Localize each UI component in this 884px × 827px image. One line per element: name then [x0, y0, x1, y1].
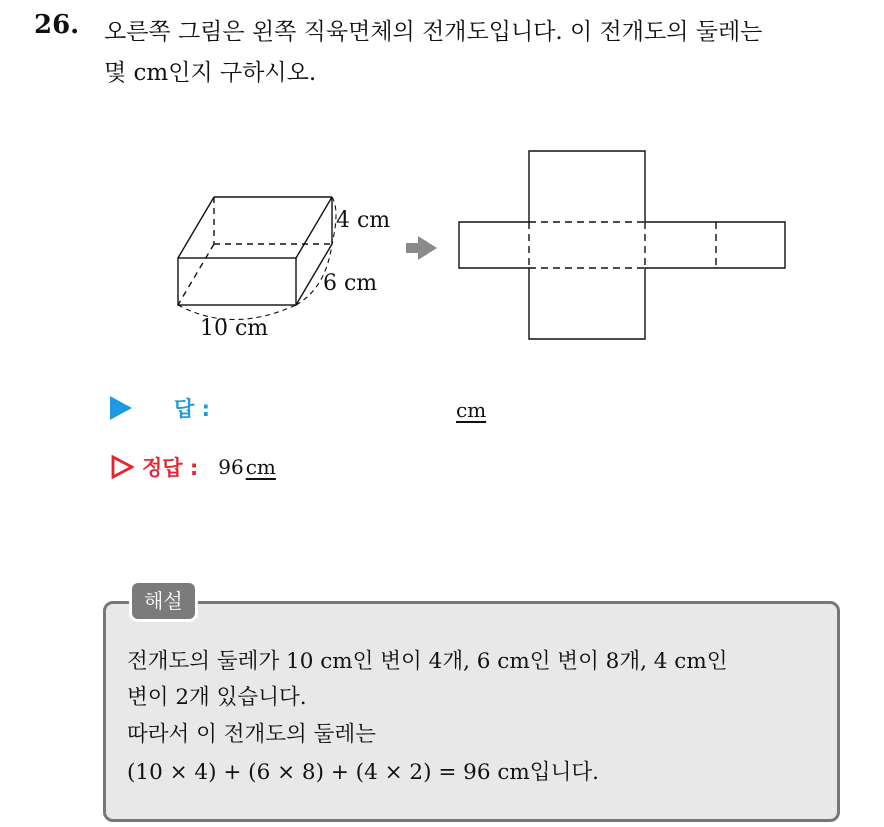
- explanation-tab: 해설: [129, 580, 198, 622]
- question-number: 26.: [34, 10, 80, 40]
- explanation-line: 따라서 이 전개도의 둘레는: [127, 722, 376, 747]
- label-height: 4 cm: [336, 208, 391, 233]
- correct-answer-value: 96: [218, 455, 244, 479]
- explanation-line: 전개도의 둘레가 10 cm인 변이 4개, 6 cm인 변이 8개, 4 cm인: [127, 649, 728, 674]
- explanation-line: (10 × 4) + (6 × 8) + (4 × 2) = 96 cm입니다.: [127, 760, 599, 785]
- net-outline: [459, 151, 785, 339]
- figure: [0, 0, 884, 380]
- correct-answer-label: 정답 :: [142, 456, 199, 480]
- answer-label: 답 :: [174, 397, 210, 421]
- answer-unit: cm: [456, 398, 487, 422]
- cuboid-front-face: [178, 258, 296, 305]
- explanation-box: [103, 601, 840, 822]
- label-width: 10 cm: [200, 316, 269, 341]
- question-text-line1: 오른쪽 그림은 왼쪽 직육면체의 전개도입니다. 이 전개도의 둘레는: [104, 19, 763, 45]
- net-fold-lines: [529, 222, 716, 268]
- correct-answer-row: [110, 452, 276, 482]
- label-depth: 6 cm: [323, 271, 378, 296]
- correct-answer-unit: cm: [245, 455, 276, 479]
- explanation-line: 변이 2개 있습니다.: [127, 685, 307, 710]
- answer-row: [110, 393, 210, 423]
- cuboid-edge: [296, 197, 332, 258]
- arrow-right-icon: [406, 236, 437, 260]
- net-figure: [459, 151, 785, 339]
- play-triangle-icon: [110, 396, 132, 420]
- cuboid-hidden-edges: [178, 197, 332, 305]
- outline-triangle-icon: [110, 455, 134, 479]
- question-text-line2: 몇 cm인지 구하시오.: [104, 60, 317, 86]
- cuboid-figure: [178, 197, 336, 320]
- cuboid-edge: [178, 197, 214, 258]
